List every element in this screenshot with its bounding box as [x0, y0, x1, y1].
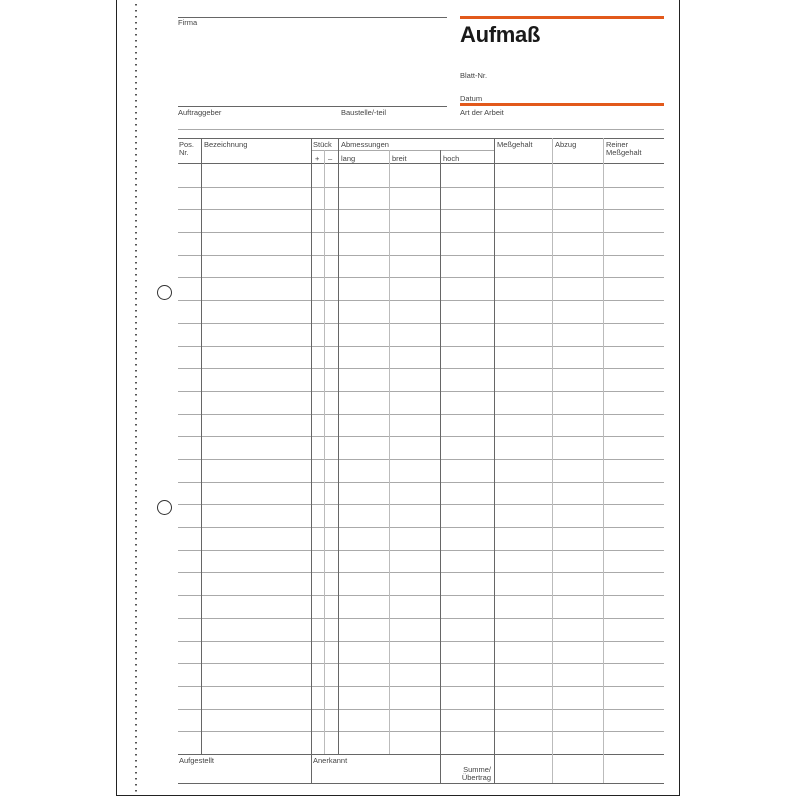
header-hoch: hoch: [443, 154, 460, 163]
table-row-line: [178, 300, 664, 301]
table-row-line: [178, 641, 664, 642]
datum-label: Datum: [460, 94, 483, 103]
accent-bar-top: [460, 16, 664, 19]
table-row-line: [178, 550, 664, 551]
table-row-line: [178, 459, 664, 460]
header-stueck: Stück: [313, 140, 332, 149]
table-row-line: [178, 187, 664, 188]
art-der-arbeit-label: Art der Arbeit: [460, 108, 504, 117]
table-row-line: [178, 391, 664, 392]
table-row-line: [178, 277, 664, 278]
accent-bar-bottom: [460, 103, 664, 106]
table-column-line: [494, 138, 495, 783]
table-row-line: [178, 618, 664, 619]
table-column-line: [552, 138, 553, 783]
header-plus: +: [315, 154, 320, 163]
table-row-line: [178, 504, 664, 505]
table-column-line: [201, 138, 202, 754]
header-bezeichnung: Bezeichnung: [204, 140, 248, 149]
table-row-line: [178, 527, 664, 528]
header-reiner-messgehalt: Meßgehalt: [606, 148, 642, 157]
firma-line: [178, 17, 447, 18]
firma-label: Firma: [178, 18, 198, 27]
header-lang: lang: [341, 154, 356, 163]
anerkannt-label: Anerkannt: [313, 756, 348, 765]
auftraggeber-line: [178, 106, 447, 107]
header-messgehalt: Meßgehalt: [497, 140, 533, 149]
table-row-line: [178, 663, 664, 664]
divider: [178, 129, 664, 130]
table-row-line: [178, 346, 664, 347]
table-header-line: [178, 163, 664, 164]
table-row-line: [178, 595, 664, 596]
table-column-line: [338, 138, 339, 754]
footer-bottom-line: [178, 783, 664, 784]
table-bottom-line: [178, 754, 664, 755]
blatt-nr-label: Blatt-Nr.: [460, 71, 488, 80]
perforation-line: [135, 4, 137, 796]
header-reiner: Reiner: [606, 140, 629, 149]
table-top-line: [178, 138, 664, 139]
table-row-line: [178, 731, 664, 732]
aufgestellt-label: Aufgestellt: [179, 756, 215, 765]
summe-label: Summe/: [463, 765, 491, 774]
table-row-line: [178, 209, 664, 210]
uebertrag-label: Übertrag: [461, 773, 491, 782]
header-nr: Nr.: [179, 148, 189, 157]
table-row-line: [178, 414, 664, 415]
header-minus: –: [328, 154, 333, 163]
table-column-line: [603, 138, 604, 783]
table-row-line: [178, 686, 664, 687]
header-abzug: Abzug: [555, 140, 577, 149]
table-row-line: [178, 368, 664, 369]
table-row-line: [178, 232, 664, 233]
header-pos: Pos.: [179, 140, 195, 149]
table-row-line: [178, 709, 664, 710]
header-abmessungen: Abmessungen: [341, 140, 389, 149]
table-column-line: [324, 150, 325, 754]
table-row-line: [178, 572, 664, 573]
table-row-line: [178, 323, 664, 324]
header-breit: breit: [392, 154, 407, 163]
table-row-line: [178, 436, 664, 437]
punch-hole-icon: [157, 285, 172, 300]
table-row-line: [178, 482, 664, 483]
table-column-line: [440, 150, 441, 783]
auftraggeber-label: Auftraggeber: [178, 108, 222, 117]
table-column-line: [389, 150, 390, 754]
table-column-line: [311, 138, 312, 783]
form-title: Aufmaß: [460, 22, 541, 47]
table-row-line: [178, 255, 664, 256]
baustelle-label: Baustelle/-teil: [341, 108, 387, 117]
punch-hole-icon: [157, 500, 172, 515]
